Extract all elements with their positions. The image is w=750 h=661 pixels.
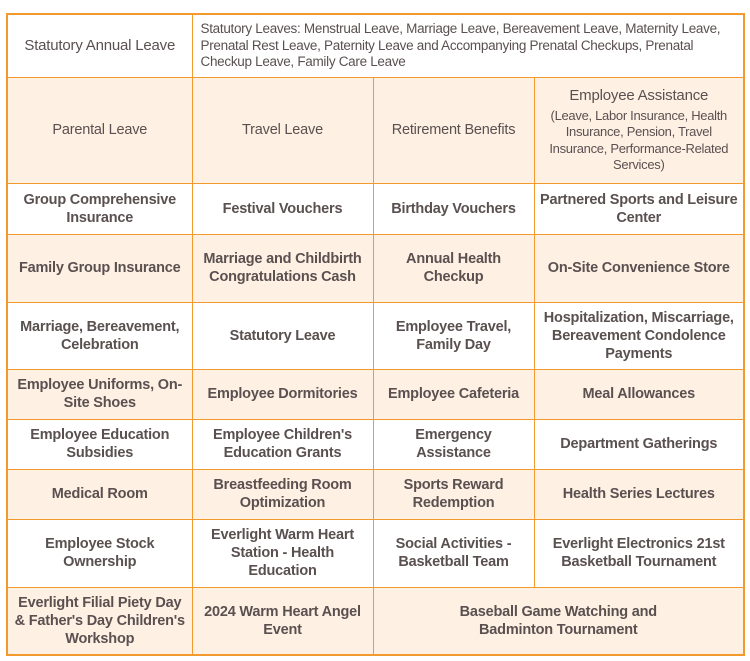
employee-assistance-title: Employee Assistance [569,86,709,104]
table-row [7,469,744,519]
table-row [7,183,744,234]
table-cell: Employee Children's Education Grants [192,419,373,469]
table-cell: Meal Allowances [534,369,744,419]
table-cell: Group Comprehensive Insurance [7,183,192,234]
table-row [7,302,744,369]
table-row [7,587,744,655]
table-cell: Breastfeeding Room Optimization [192,469,373,519]
table-cell: Employee Uniforms, On-Site Shoes [7,369,192,419]
table-cell: Medical Room [7,469,192,519]
table-cell: Family Group Insurance [7,234,192,302]
table-row [7,419,744,469]
table-cell: Parental Leave [7,77,192,183]
table-cell: Social Activities - Basketball Team [373,519,534,587]
table-cell: Sports Reward Redemption [373,469,534,519]
table-row [7,77,744,183]
table-cell: Everlight Warm Heart Station - Health Education [192,519,373,587]
table-cell: Employee Travel, Family Day [373,302,534,369]
table-cell: Everlight Filial Piety Day & Father's Day Children's Workshop [7,587,192,655]
table-cell: Retirement Benefits [373,77,534,183]
table-cell: Marriage and Childbirth Congratulations Cash [192,234,373,302]
table-cell: Travel Leave [192,77,373,183]
table-cell: Health Series Lectures [534,469,744,519]
statutory-annual-leave-cell: Statutory Annual Leave [7,14,192,77]
table-cell: Statutory Leave [192,302,373,369]
table-row [7,369,744,419]
table-cell: Festival Vouchers [192,183,373,234]
table-cell: Emergency Assistance [373,419,534,469]
table-cell: Employee Cafeteria [373,369,534,419]
table-cell: On-Site Convenience Store [534,234,744,302]
table-cell: Employee Stock Ownership [7,519,192,587]
table-cell: Birthday Vouchers [373,183,534,234]
table-cell: Hospitalization, Miscarriage, Bereavement Condolence Payments [534,302,744,369]
statutory-leaves-description: Statutory Leaves: Menstrual Leave, Marriage Leave, Bereavement Leave, Maternity Leave, Prenatal Rest Leave, Paternity Leave and Accompanying Prenatal Checkups, Prenatal Checkup Leave, Family Care Leave [192,14,744,77]
table-cell: Department Gatherings [534,419,744,469]
table-row [7,519,744,587]
table-row [7,14,744,77]
table-cell: Partnered Sports and Leisure Center [534,183,744,234]
table-cell: Employee Dormitories [192,369,373,419]
table-cell: Baseball Game Watching and Badminton Tournament [373,587,744,655]
table-cell: Employee Education Subsidies [7,419,192,469]
table-cell: Annual Health Checkup [373,234,534,302]
employee-benefits-table [6,13,745,656]
table-cell: Everlight Electronics 21st Basketball Tournament [534,519,744,587]
table-row [7,234,744,302]
table-cell: 2024 Warm Heart Angel Event [192,587,373,655]
employee-assistance-cell [534,77,744,183]
table-cell: Marriage, Bereavement, Celebration [7,302,192,369]
employee-assistance-detail: (Leave, Labor Insurance, Health Insurance, Pension, Travel Insurance, Performance-Related Services) [549,107,729,172]
